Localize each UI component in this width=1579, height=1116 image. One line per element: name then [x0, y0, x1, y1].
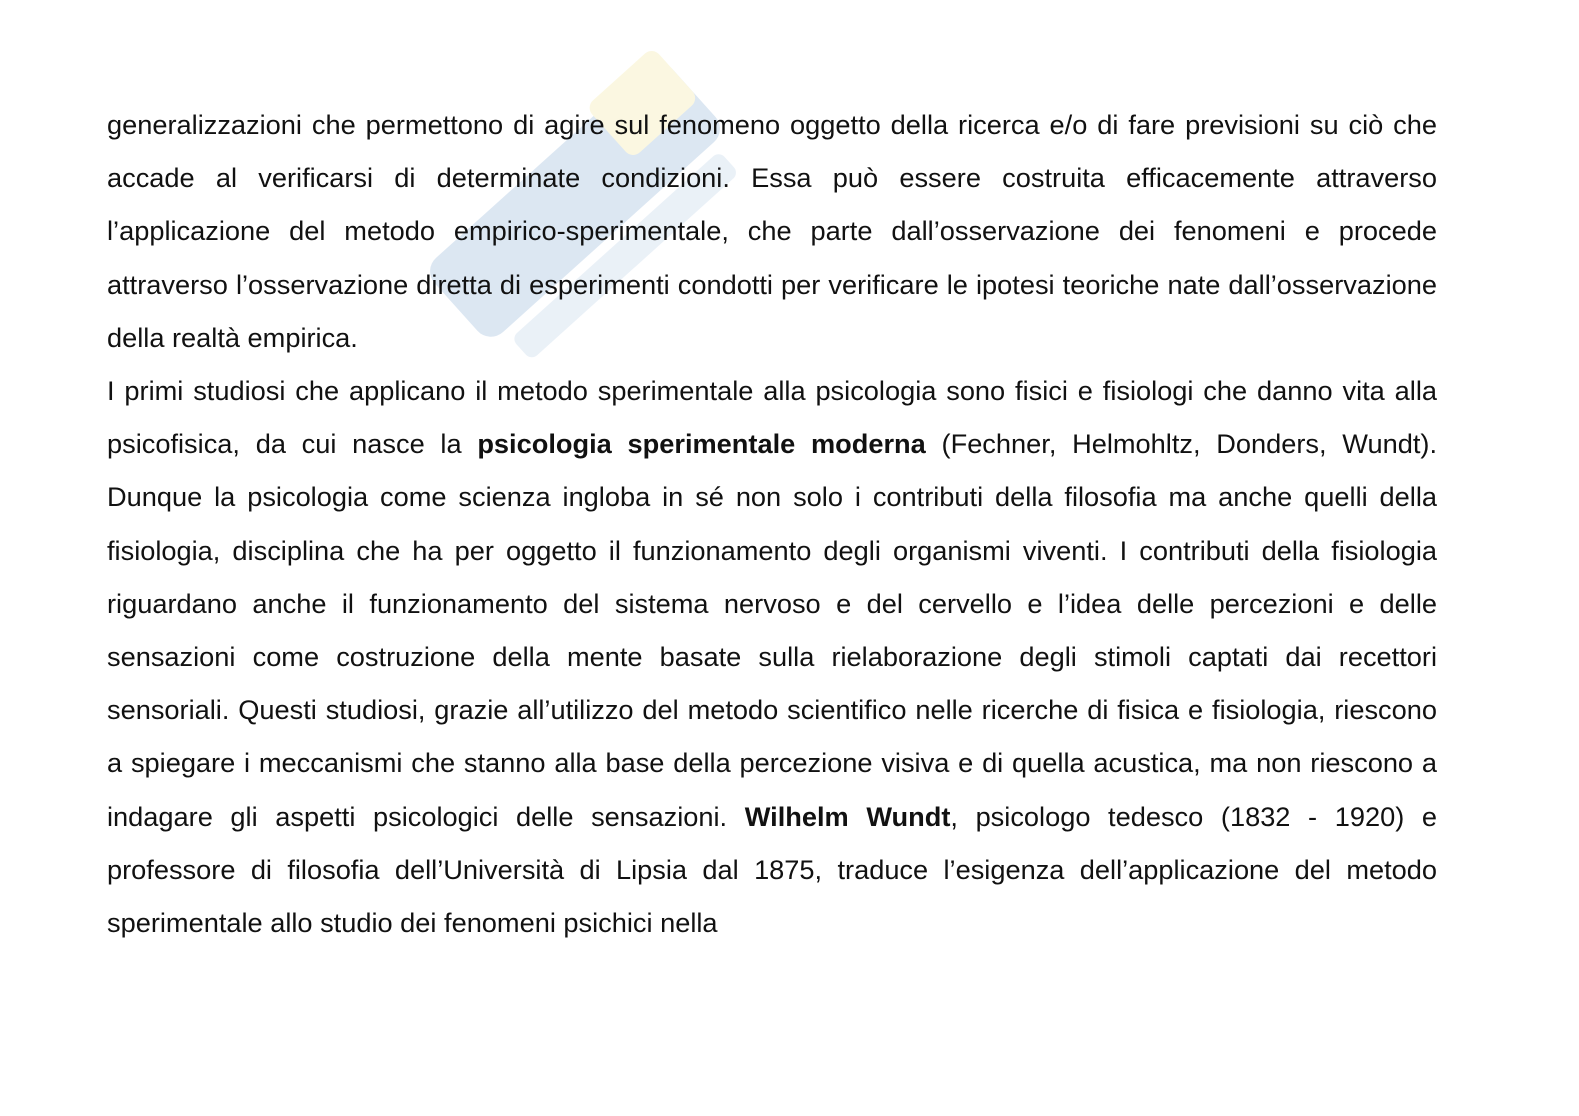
body-text	[107, 98, 1437, 949]
paragraph-2-text-c: , psicologo tedesco (1832 - 1920) e professore di filosofia dell’Università di Lipsia dal 1875, traduce l’esigenza dell’applicazione del metodo sperimentale allo studio dei fenomeni psichici nella	[107, 800, 1437, 939]
bold-term-wilhelm-wundt: Wilhelm Wundt	[744, 800, 951, 832]
bold-term-psicologia-sperimentale: psicologia sperimentale moderna	[477, 428, 926, 460]
paragraph-2-text-a: I primi studiosi che applicano il metodo sperimentale alla psicologia sono fisici e fisiologi che danno vita alla psicofisica, da cui nasce la	[107, 375, 1437, 460]
paragraph-1: generalizzazioni che permettono di agire sul fenomeno oggetto della ricerca e/o di fare previsioni su ciò che accade al verificarsi di determinate condizioni. Essa può essere costruita efficacemente attraverso l’applicazione del metodo empirico-sperimentale, che parte dall’osservazione dei fenomeni e procede attraverso l’osservazione diretta di esperimenti condotti per verificare le ipotesi teoriche nate dall’osservazione della realtà empirica.	[107, 109, 1437, 353]
paragraph-2	[107, 364, 1437, 949]
paragraph-2-text-b: (Fechner, Helmohltz, Donders, Wundt). Dunque la psicologia come scienza ingloba in sé non solo i contributi della filosofia ma anche quelli della fisiologia, disciplina che ha per oggetto il funzionamento degli organismi viventi. I contributi della fisiologia riguardano anche il funzionamento del sistema nervoso e del cervello e l’idea delle percezioni e delle sensazioni come costruzione della mente basate sulla rielaborazione degli stimoli captati dai recettori sensoriali. Questi studiosi, grazie all’utilizzo del metodo scientifico nelle ricerche di fisica e fisiologia, riescono a spiegare i meccanismi che stanno alla base della percezione visiva e di quella acustica, ma non riescono a indagare gli aspetti psicologici delle sensazioni.	[107, 428, 1437, 832]
